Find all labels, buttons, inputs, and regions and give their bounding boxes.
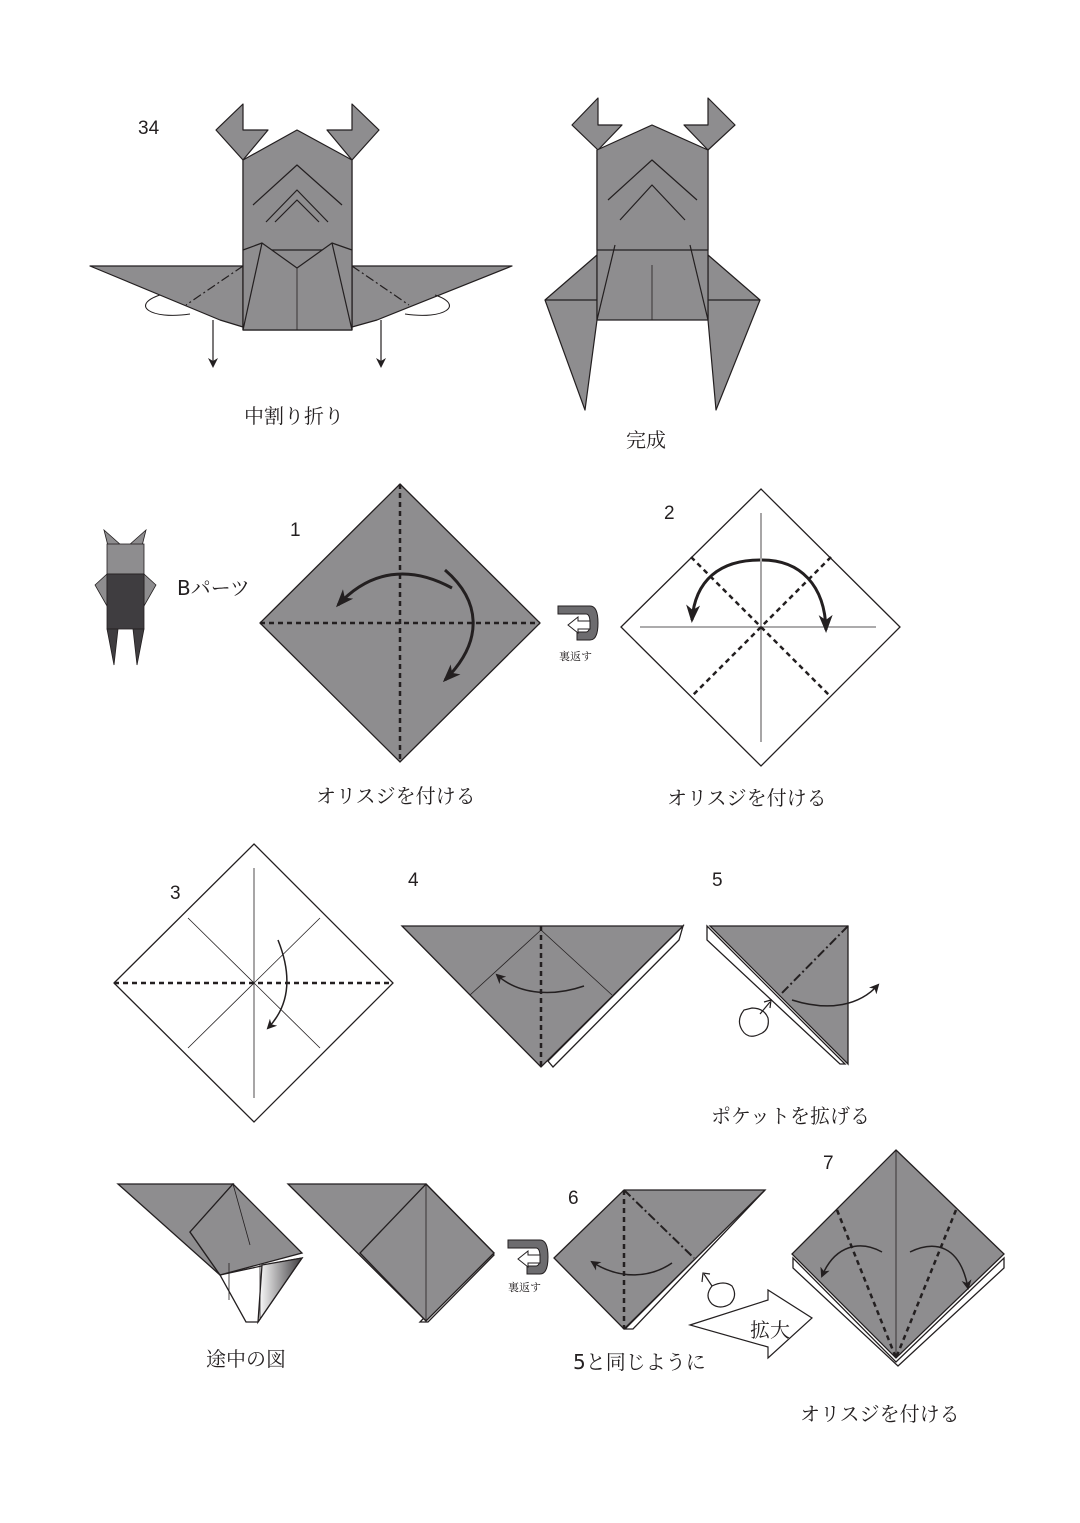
- step-7-number: 7: [823, 1153, 834, 1174]
- step-5-caption: ポケットを拡げる: [711, 1104, 870, 1128]
- puff-icon-6: [702, 1273, 735, 1307]
- b-part-icon: [95, 530, 156, 665]
- finished-figure: [545, 98, 760, 410]
- step-1-caption: オリスジを付ける: [316, 784, 476, 808]
- step-34-number: 34: [138, 118, 160, 139]
- right-leg: [708, 255, 760, 410]
- step-6-number: 6: [568, 1188, 579, 1209]
- finish-caption: 完成: [626, 428, 666, 452]
- step-34-figure: [90, 104, 512, 366]
- step-2-caption: オリスジを付ける: [667, 786, 827, 810]
- step-1-figure: [260, 484, 540, 762]
- step-6-figure: [554, 1190, 765, 1329]
- flip-icon-b: [508, 1240, 548, 1274]
- step-7-figure: [792, 1150, 1004, 1366]
- step-4-number: 4: [408, 870, 419, 891]
- step-3-figure: [114, 844, 393, 1122]
- zoom-label: 拡大: [750, 1318, 790, 1342]
- right-wing: [352, 266, 512, 327]
- step-6-caption: 5と同じように: [573, 1350, 706, 1374]
- step-5-number: 5: [712, 870, 723, 891]
- in-progress-caption: 途中の図: [206, 1347, 286, 1371]
- in-progress-figure-a: [118, 1184, 302, 1322]
- step-4-figure: [402, 926, 683, 1067]
- step-7-caption: オリスジを付ける: [800, 1402, 960, 1426]
- step-34-caption: 中割り折り: [244, 404, 344, 428]
- step-2-number: 2: [664, 503, 675, 524]
- in-progress-figure-b: [288, 1184, 494, 1322]
- step-2-figure: [621, 489, 900, 766]
- flip-icon-a: [558, 606, 598, 640]
- flip-label-b: 裏返す: [508, 1281, 541, 1294]
- flip-label-a: 裏返す: [559, 650, 592, 663]
- left-wing: [90, 266, 243, 327]
- step-3-number: 3: [170, 883, 181, 904]
- step-5-figure: [707, 926, 878, 1064]
- puff-icon-5: [739, 1000, 771, 1036]
- b-part-label: Bパーツ: [177, 576, 250, 600]
- left-leg: [545, 255, 597, 410]
- step-1-number: 1: [290, 520, 301, 541]
